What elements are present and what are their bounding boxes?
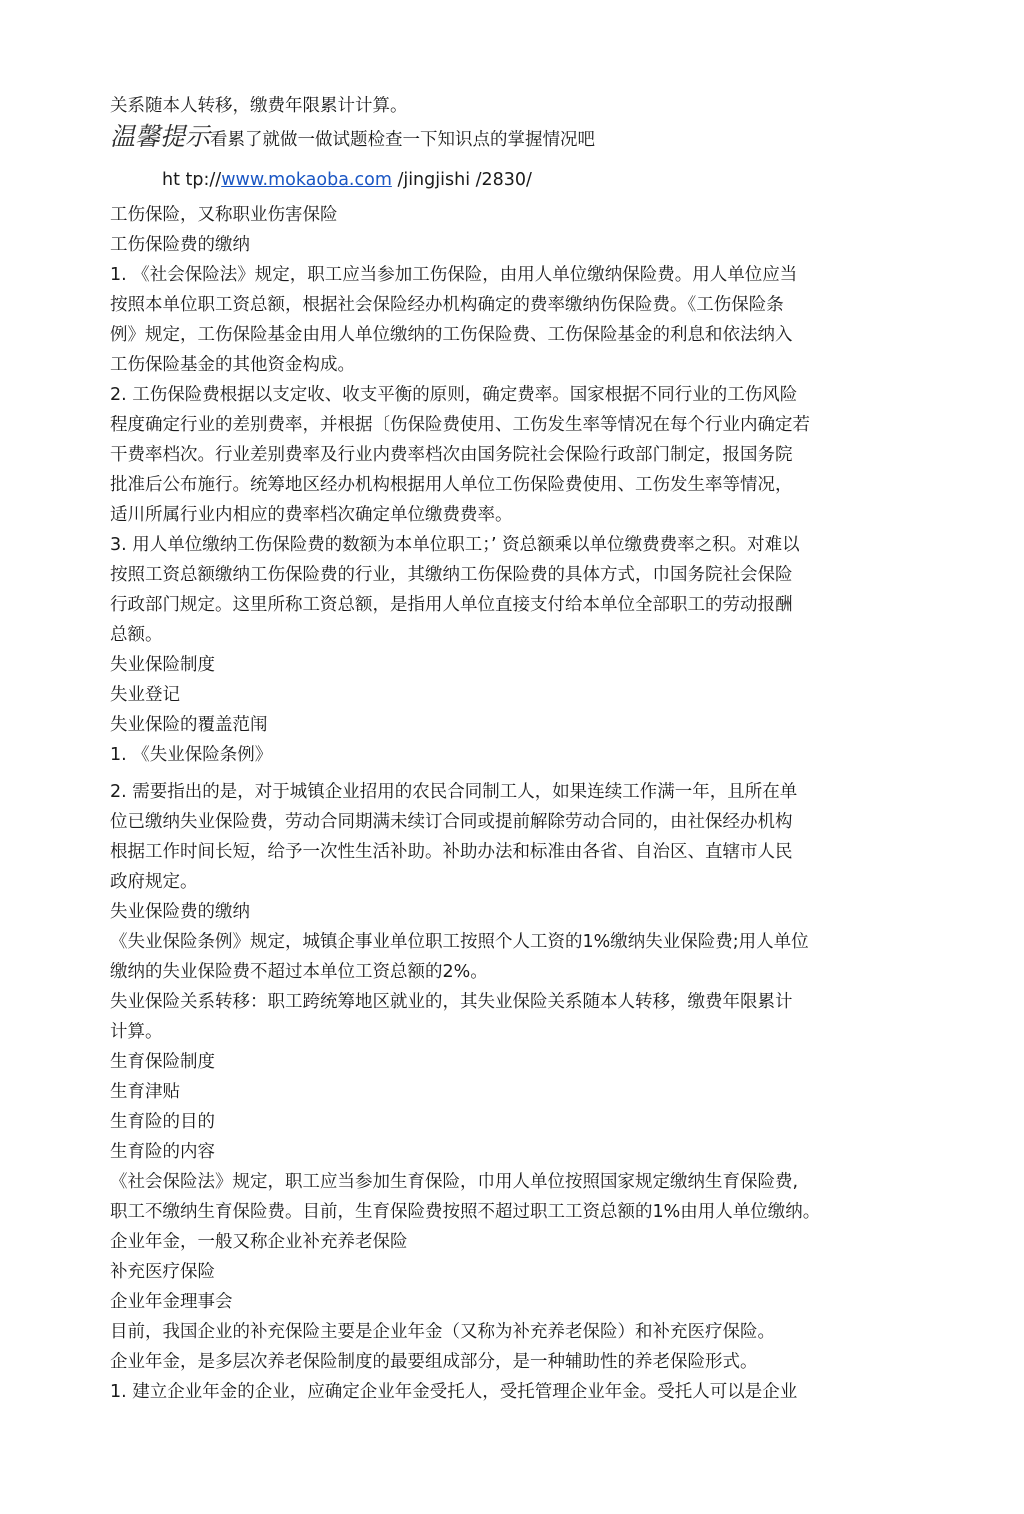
- text-line: 失业保险制度: [110, 655, 215, 675]
- text-line: 按照工资总额缴纳工伤保险费的行业，其缴纳工伤保险费的具体方式，巾国务院社会保险: [110, 565, 793, 585]
- text-line: 适川所属行业内相应的费率档次确定单位缴费费率。: [110, 505, 513, 525]
- text-line: 关系随本人转移，缴费年限累计计算。: [110, 96, 408, 116]
- text-line: 《失业保险条例》规定，城镇企事业单位职工按照个人工资的1%缴纳失业保险费;用人单位: [110, 932, 809, 952]
- text-line: 企业年金，一般又称企业补充养老保险: [110, 1232, 408, 1252]
- text-line: 按照本单位职工资总额，根据社会保险经办机构确定的费率缴纳伤保险费。《工伤保险条: [110, 295, 784, 315]
- text-line: 缴纳的失业保险费不超过本单位工资总额的2%。: [110, 962, 488, 982]
- url-link[interactable]: www.mokaoba.com: [221, 170, 392, 190]
- text-line: 补充医疗保险: [110, 1262, 215, 1282]
- text-line: 失业保险关系转移：职工跨统筹地区就业的，其失业保险关系随本人转移，缴费年限累计: [110, 992, 793, 1012]
- text-line: 工伤保险，又称职业伤害保险: [110, 205, 338, 225]
- text-line: 2. 需要指出的是，对于城镇企业招用的农民合同制工人，如果连续工作满一年，且所在单: [110, 782, 798, 802]
- text-line: 企业年金，是多层次养老保险制度的最要组成部分，是一种辅助性的养老保险形式。: [110, 1352, 758, 1372]
- text-line: 程度确定行业的差别费率，并根据〔伤保险费使用、工伤发生率等情况在每个行业内确定若: [110, 415, 810, 435]
- text-line: 《社会保险法》规定，职工应当参加生育保险，巾用人单位按照国家规定缴纳生育保险费,: [110, 1172, 799, 1192]
- text-line: 目前，我国企业的补充保险主要是企业年金（又称为补充养老保险）和补充医疗保险。: [110, 1322, 775, 1342]
- text-line: 1. 《社会保险法》规定，职工应当参加工伤保险，由用人单位缴纳保险费。用人单位应当: [110, 265, 798, 285]
- text-line: 批准后公布施行。统筹地区经办机构根据用人单位工伤保险费使用、工伤发生率等情况，: [110, 475, 793, 495]
- text-line: 位已缴纳失业保险费，劳动合同期满未续订合同或提前解除劳动合同的，由社保经办机构: [110, 812, 793, 832]
- text-line: 失业保险费的缴纳: [110, 902, 250, 922]
- text-line: 失业登记: [110, 685, 180, 705]
- text-line: 计算。: [110, 1022, 163, 1042]
- tip-label: 温馨提示: [110, 122, 211, 151]
- text-line: 1. 《失业保险条例》: [110, 745, 273, 765]
- text-line: 企业年金理事会: [110, 1292, 233, 1312]
- text-line: 失业保险的覆盖范闱: [110, 715, 268, 735]
- text-line: 3. 用人单位缴纳工伤保险费的数额为本单位职工；’ 资总额乘以单位缴费费率之积。对难以: [110, 535, 800, 555]
- text-line: 例》规定，工伤保险基金由用人单位缴纳的工伤保险费、工伤保险基金的利息和依法纳入: [110, 325, 793, 345]
- text-line: 生育津贴: [110, 1082, 180, 1102]
- text-line: 生育险的内容: [110, 1142, 215, 1162]
- url-suffix: /jingjishi /2830/: [391, 170, 532, 190]
- tip-line: [110, 122, 595, 155]
- tip-text: 看累了就做一做试题检查一下知识点的掌握情况吧: [210, 130, 596, 150]
- text-line: 工伤保险费的缴纳: [110, 235, 250, 255]
- text-line: 生育保险制度: [110, 1052, 215, 1072]
- text-line: 根据工作时间长短，给予一次性生活补助。补助办法和标准由各省、自治区、直辖市人民: [110, 842, 793, 862]
- text-line: 政府规定。: [110, 872, 198, 892]
- text-line: 生育险的目的: [110, 1112, 215, 1132]
- text-line: 总额。: [110, 625, 163, 645]
- text-line: 工伤保险基金的其他资金构成。: [110, 355, 355, 375]
- text-line: 2. 工伤保险费根据以支定收、收支平衡的原则，确定费率。国家根据不同行业的工伤风险: [110, 385, 798, 405]
- url-line: [162, 168, 532, 192]
- text-line: 职工不缴纳生育保险费。目前，生育保险费按照不超过职工工资总额的1%由用人单位缴纳。: [110, 1202, 821, 1222]
- url-prefix: ht tp://: [162, 170, 222, 190]
- text-line: 1. 建立企业年金的企业，应确定企业年金受托人，受托管理企业年金。受托人可以是企业: [110, 1382, 798, 1402]
- text-line: 干费率档次。行业差别费率及行业内费率档次由国务院社会保险行政部门制定，报国务院: [110, 445, 793, 465]
- text-line: 行政部门规定。这里所称工资总额，是指用人单位直接支付给本单位全部职工的劳动报酬: [110, 595, 793, 615]
